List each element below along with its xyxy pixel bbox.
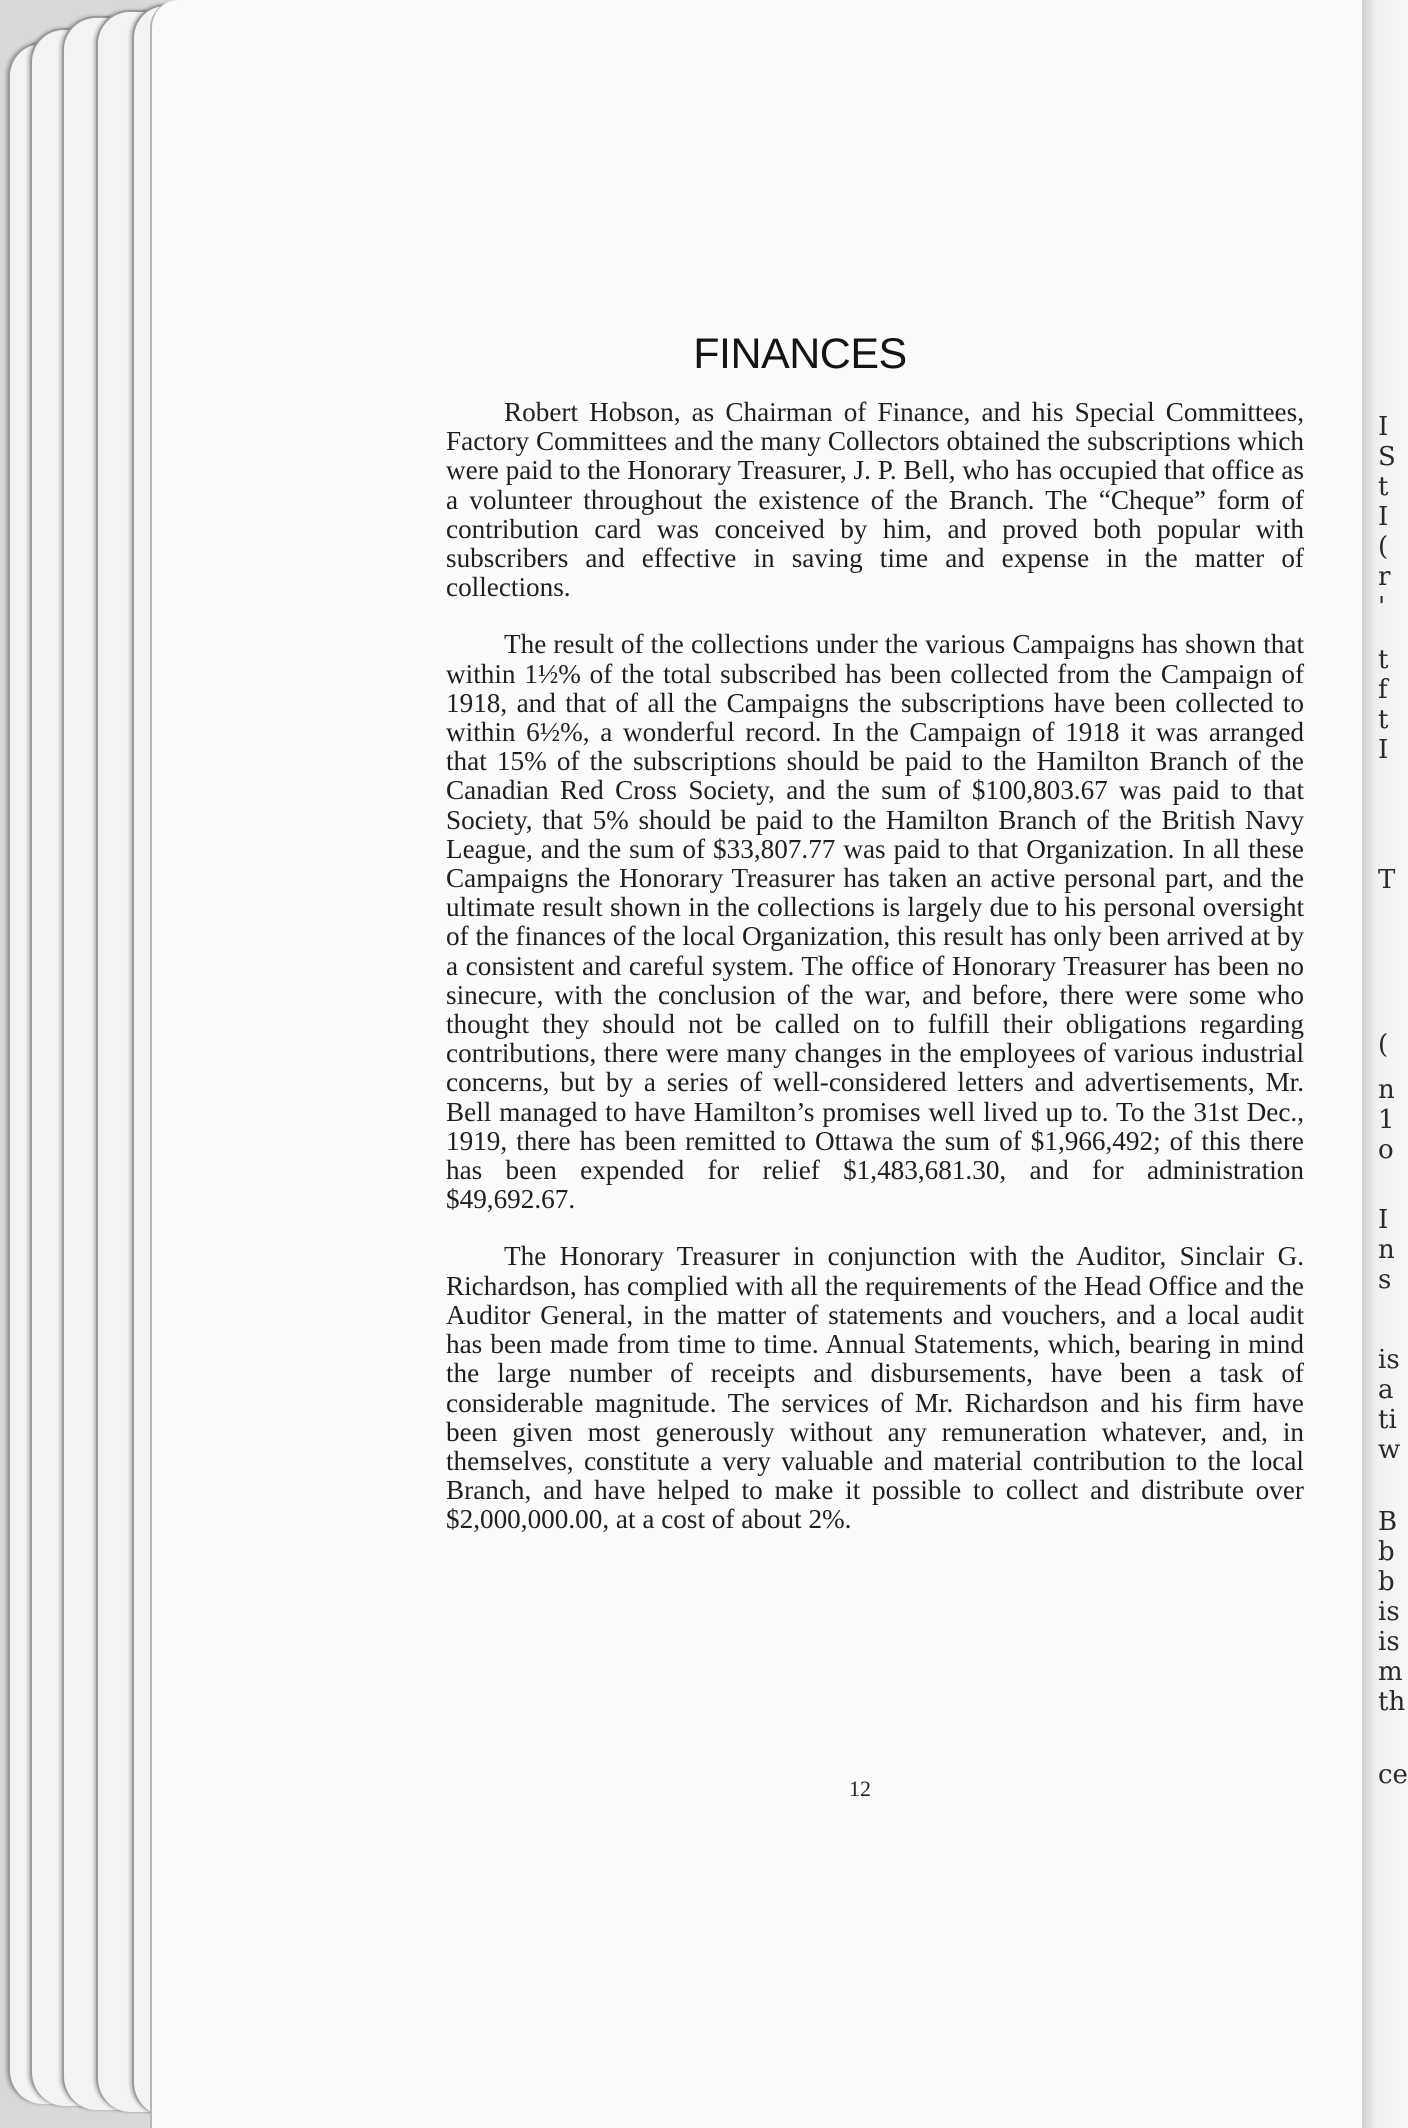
facing-page-fragment: a — [1378, 1375, 1394, 1405]
facing-page-fragment: th — [1378, 1687, 1406, 1717]
facing-page-fragment: is — [1378, 1627, 1400, 1657]
facing-page-fragment: ( — [1378, 532, 1389, 562]
facing-page-fragment: is — [1378, 1597, 1400, 1627]
facing-page-fragment: n — [1378, 1075, 1395, 1105]
facing-page-fragment: n — [1378, 1235, 1395, 1265]
facing-page-fragment: b — [1378, 1567, 1395, 1597]
facing-page-fragment: S — [1378, 442, 1396, 472]
facing-page-fragment: ce — [1378, 1760, 1408, 1790]
paragraph-finance-committees: Robert Hobson, as Chairman of Finance, and his Special Committees, Factory Committees and the many Collectors obtained the subscriptions which were paid to the Honorary Treasurer, J. P. Bell, who has occupied that office as a volunteer throughout the existence of the Branch. The “Cheque” form of contribution card was conceived by him, and proved both popular with subscribers and effective in saving time and expense in the matter of collections. — [446, 397, 1304, 603]
paragraph-collection-results: The result of the collections under the various Campaigns has shown that within 1½% of the total subscribed has been collected from the Campaign of 1918, and that of all the Campaigns the subscriptions have been collected to within 6½%, a wonderful record. In the Campaign of 1918 it was arranged that 15% of the subscriptions should be paid to the Hamilton Branch of the Canadian Red Cross Society, and the sum of $100,803.67 was paid to that Society, that 5% should be paid to the Hamilton Branch of the British Navy League, and the sum of $33,807.77 was paid to that Organization. In all these Campaigns the Honorary Treasurer has taken an active personal part, and the ultimate result shown in the collections is largely due to his personal oversight of the finances of the local Organization, this result has only been arrived at by a consistent and careful system. The office of Honorary Treasurer has been no sinecure, with the conclusion of the war, and before, there were some who thought they should not be called on to fulfill their obligations regarding contributions, there were many changes in the employees of various industrial concerns, but by a series of well-considered letters and advertisements, Mr. Bell managed to have Hamilton’s promises well lived up to. To the 31st Dec., 1919, there has been remitted to Ottawa the sum of $1,966,492; of this there has been expended for relief $1,483,681.30, and for administration $49,692.67. — [446, 629, 1304, 1215]
facing-page-edge — [1362, 0, 1408, 2128]
facing-page-fragment: s — [1378, 1265, 1392, 1295]
facing-page-fragment: t — [1378, 645, 1389, 675]
facing-page-fragment: I — [1378, 735, 1389, 765]
facing-page-fragment: T — [1378, 865, 1396, 895]
body-text — [446, 398, 1304, 1563]
facing-page-fragment: ' — [1378, 592, 1386, 622]
facing-page-fragment: ( — [1378, 1030, 1389, 1060]
facing-page-fragment: f — [1378, 675, 1388, 705]
facing-page-fragment: I — [1378, 412, 1389, 442]
facing-page-fragment: w — [1378, 1435, 1401, 1465]
facing-page-fragment: b — [1378, 1537, 1395, 1567]
paragraph-auditor: The Honorary Treasurer in conjunction with the Auditor, Sinclair G. Richardson, has complied with all the requirements of the Head Office and the Auditor General, in the matter of statements and vouchers, and a local audit has been made from time to time. Annual Statements, which, bearing in mind the large number of receipts and disbursements, have been a task of considerable magnitude. The services of Mr. Richardson and his firm have been given most generously without any remuneration whatever, and, in themselves, constitute a very valuable and material contribution to the local Branch, and have helped to make it possible to collect and distribute over $2,000,000.00, at a cost of about 2%. — [446, 1241, 1304, 1535]
facing-page-fragment: B — [1378, 1507, 1398, 1537]
page-title: FINANCES — [693, 330, 907, 378]
page-title-block — [300, 330, 1300, 379]
facing-page-fragment: I — [1378, 1205, 1389, 1235]
facing-page-fragment: r — [1378, 562, 1391, 592]
facing-page-fragment: m — [1378, 1657, 1403, 1687]
facing-page-fragment: t — [1378, 472, 1389, 502]
facing-page-fragment: 1 — [1378, 1105, 1395, 1135]
facing-page-fragment: t — [1378, 705, 1389, 735]
facing-page-fragment: is — [1378, 1345, 1400, 1375]
facing-page-fragment: ti — [1378, 1405, 1397, 1435]
facing-page-fragment: I — [1378, 502, 1389, 532]
facing-page-fragment: o — [1378, 1135, 1394, 1165]
page-number: 12 — [849, 1776, 871, 1801]
